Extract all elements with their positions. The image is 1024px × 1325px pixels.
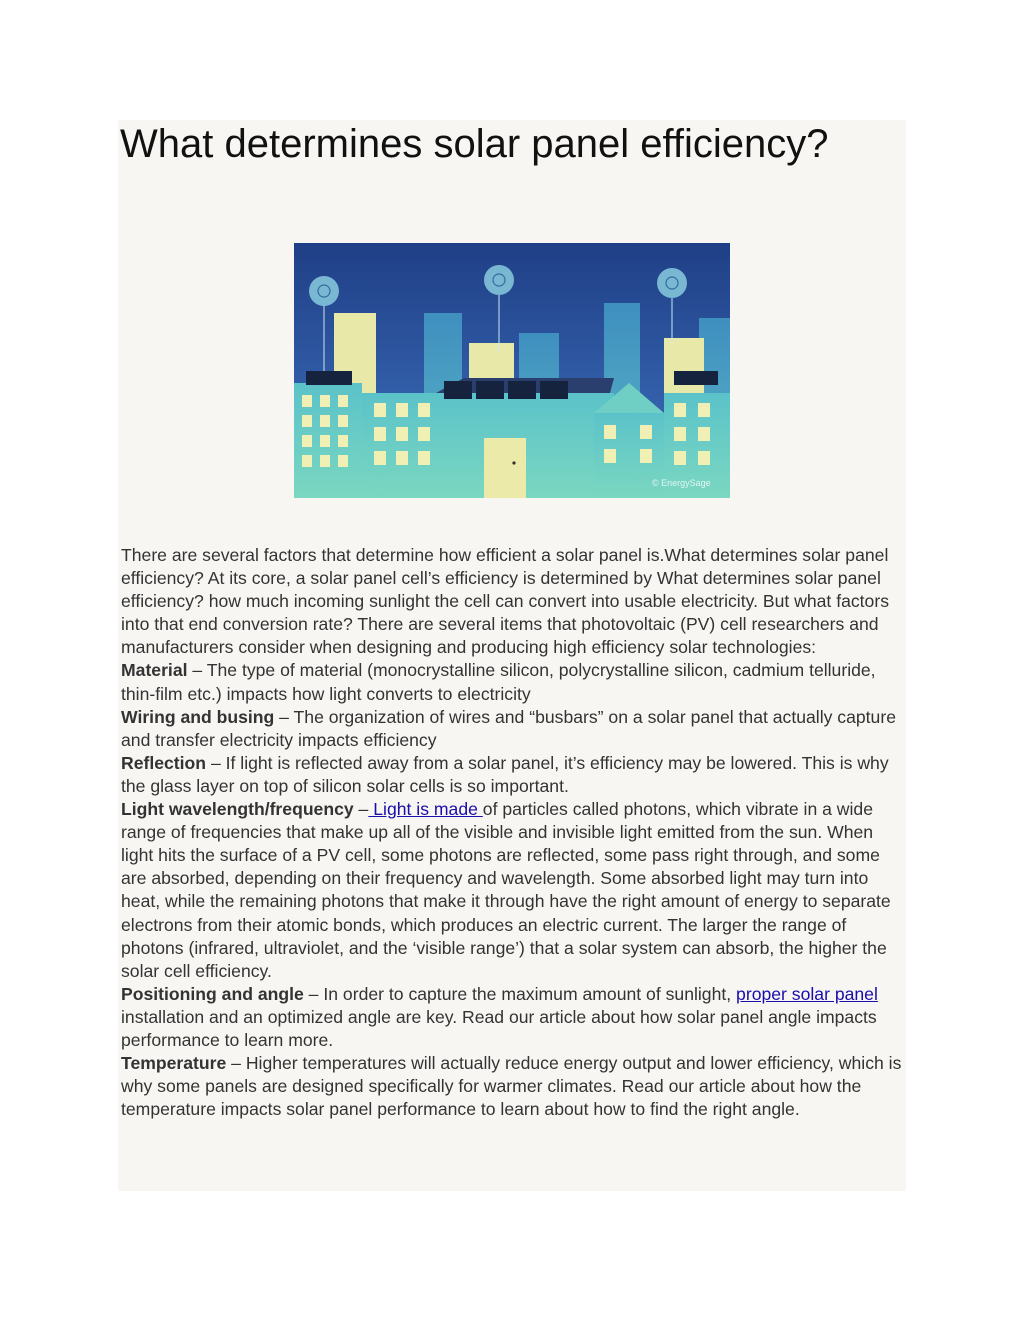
article-body xyxy=(121,544,906,1121)
intro-paragraph: There are several factors that determine how efficient a solar panel is.What determines solar panel efficiency? At its core, a solar panel cell’s efficiency is determined by What determines solar panel efficiency? how much incoming sunlight the cell can convert into usable electricity. But what factors into that end conversion rate? There are several items that photovoltaic (PV) cell researchers and manufacturers consider when designing and producing high efficiency solar technologies: xyxy=(121,545,889,658)
factor-term: Temperature xyxy=(121,1053,227,1074)
factor-term: Wiring and busing xyxy=(121,706,275,727)
image-watermark: © EnergySage xyxy=(652,478,711,488)
page-title: What determines solar panel efficiency? xyxy=(120,122,829,166)
factor-material: Material – The type of material (monocrystalline silicon, polycrystalline silicon, cadmium telluride, thin-film etc.) impacts how light converts to electricity xyxy=(121,660,876,704)
factor-term: Reflection xyxy=(121,752,207,773)
proper-solar-panel-link[interactable]: proper solar panel xyxy=(736,983,878,1004)
factor-term: Positioning and angle xyxy=(121,983,304,1004)
factor-wavelength: Light wavelength/frequency – Light is made of particles called photons, which vibrate in a wide range of frequencies that make up all of the visible and invisible light emitted from the sun. When light hits the surface of a PV cell, some photons are reflected, some pass right through, and some are absorbed, depending on their frequency and wavelength. Some absorbed light may turn into heat, while the remaining photons that make it through have the right amount of energy to separate electrons from their atomic bonds, which produces an electric current. The larger the range of photons (infrared, ultraviolet, and the ‘visible range’) that a solar system can absorb, the higher the solar cell efficiency. xyxy=(121,799,891,981)
factor-wiring: Wiring and busing – The organization of wires and “busbars” on a solar panel that actually capture and transfer electricity impacts efficiency xyxy=(121,706,896,750)
light-is-made-link[interactable]: Light is made xyxy=(368,799,483,820)
factor-temperature: Temperature – Higher temperatures will actually reduce energy output and lower efficiency, which is why some panels are designed specifically for warmer climates. Read our article about how the temperature impacts solar panel performance to learn about how to find the right angle. xyxy=(121,1053,902,1120)
factor-reflection: Reflection – If light is reflected away from a solar panel, it’s efficiency may be lowered. This is why the glass layer on top of silicon solar cells is so important. xyxy=(121,752,889,796)
solar-city-illustration xyxy=(294,243,730,498)
factor-term: Material xyxy=(121,660,188,681)
factor-positioning: Positioning and angle – In order to capture the maximum amount of sunlight, proper solar panel installation and an optimized angle are key. Read our article about how solar panel angle impacts performance to learn more. xyxy=(121,983,878,1050)
factor-term: Light wavelength/frequency xyxy=(121,799,354,820)
